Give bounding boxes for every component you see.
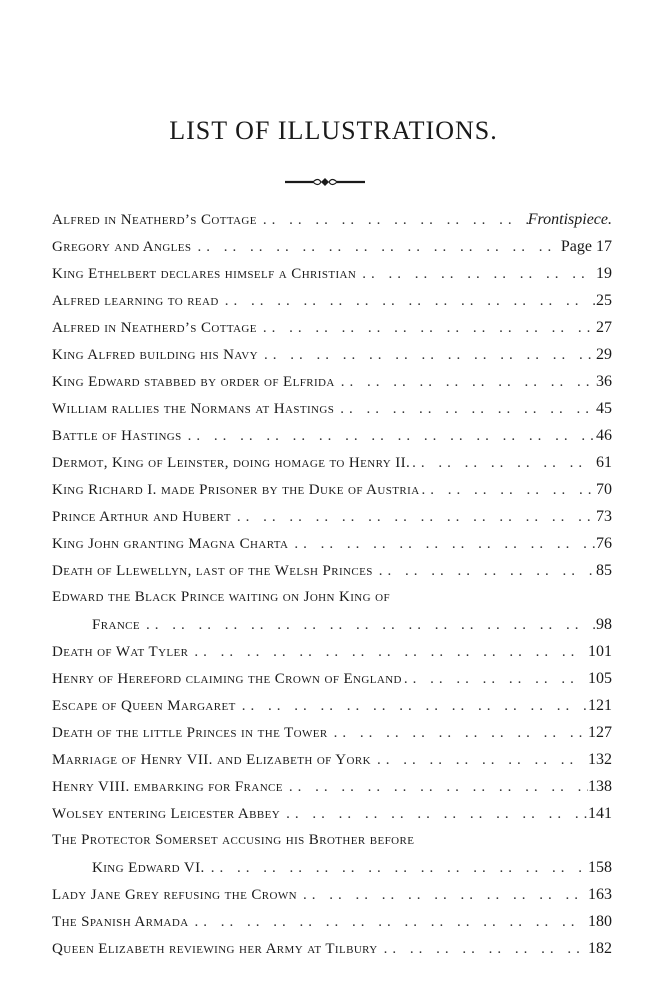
leader-dots	[257, 320, 596, 337]
entry-title: The Spanish Armada	[52, 914, 189, 930]
entry-title: Dermot, King of Leinster, doing homage to Henry II.	[52, 455, 411, 471]
entry-page: 29	[596, 346, 612, 363]
leader-dots	[188, 644, 588, 661]
entry-page: 25	[596, 292, 612, 309]
entry-title: Alfred in Neatherd’s Cottage	[52, 320, 257, 336]
leader-dots	[205, 860, 588, 877]
entry-title: Death of Wat Tyler	[52, 644, 189, 660]
entry-page: 61	[596, 454, 612, 471]
leader-dots	[334, 401, 596, 418]
entry-title: King John granting Magna Charta	[52, 536, 289, 552]
entry-page: 182	[588, 940, 612, 957]
entry-title: Battle of Hastings	[52, 428, 182, 444]
entry-page: 73	[596, 508, 612, 525]
entry-title: Queen Elizabeth reviewing her Army at Tilbury	[52, 941, 378, 957]
entry-title: Alfred learning to read	[52, 293, 219, 309]
list-item	[52, 346, 612, 372]
entry-page: 45	[596, 400, 612, 417]
list-item	[52, 292, 612, 318]
leader-dots	[182, 428, 596, 445]
entry-page: 158	[588, 859, 612, 876]
entry-page: 76	[596, 535, 612, 552]
entry-page: 98	[596, 616, 612, 633]
entry-page: Page 17	[560, 238, 612, 255]
entry-page: 85	[596, 562, 612, 579]
list-item	[52, 589, 612, 615]
entry-page: 132	[588, 751, 612, 768]
list-item	[52, 913, 612, 939]
list-item	[52, 832, 612, 858]
entry-page: 121	[588, 697, 612, 714]
entry-title: Gregory and Angles	[52, 239, 192, 255]
list-item-continuation	[92, 616, 612, 642]
leader-dots	[371, 752, 588, 769]
entry-page: 127	[588, 724, 612, 741]
entry-title: Wolsey entering Leicester Abbey	[52, 806, 281, 822]
entry-page: 27	[596, 319, 612, 336]
entry-page: 163	[588, 886, 612, 903]
list-item	[52, 562, 612, 588]
entry-page: Frontispiece.	[527, 211, 612, 228]
leader-dots	[236, 698, 588, 715]
leader-dots	[373, 563, 596, 580]
entry-title: Death of Llewellyn, last of the Welsh Princes	[52, 563, 373, 579]
leader-dots	[288, 536, 596, 553]
entry-page: 19	[596, 265, 612, 282]
entry-page: 105	[588, 670, 612, 687]
page-title: LIST OF ILLUSTRATIONS.	[169, 116, 498, 145]
entry-page: 141	[588, 805, 612, 822]
list-item	[52, 751, 612, 777]
list-item	[52, 481, 612, 507]
leader-dots	[402, 671, 588, 688]
leader-dots	[189, 914, 588, 931]
entry-page: 46	[596, 427, 612, 444]
entry-title: France	[92, 617, 141, 633]
list-item	[52, 643, 612, 669]
leader-dots	[283, 779, 588, 796]
entry-title: The Protector Somerset accusing his Brother before	[52, 832, 415, 848]
list-item	[52, 238, 612, 264]
entry-title: Escape of Queen Margaret	[52, 698, 236, 714]
leader-dots	[219, 293, 596, 310]
leader-dots	[258, 347, 596, 364]
list-item	[52, 535, 612, 561]
entry-page: 70	[596, 481, 612, 498]
list-item	[52, 211, 612, 237]
leader-dots	[280, 806, 588, 823]
leader-dots	[257, 212, 528, 229]
entry-title: King Edward stabbed by order of Elfrida	[52, 374, 335, 390]
entry-title: King Edward VI.	[92, 860, 205, 876]
entry-title: Henry of Hereford claiming the Crown of England	[52, 671, 402, 687]
leader-dots	[191, 239, 560, 256]
leader-dots	[335, 374, 596, 391]
leader-dots	[297, 887, 588, 904]
leader-dots	[231, 509, 596, 526]
list-item	[52, 400, 612, 426]
ornament-icon	[285, 172, 365, 192]
list-item	[52, 886, 612, 912]
list-item	[52, 427, 612, 453]
entry-title: Prince Arthur and Hubert	[52, 509, 231, 525]
entry-title: Edward the Black Prince waiting on John King of	[52, 589, 391, 605]
list-item	[52, 805, 612, 831]
leader-dots	[420, 482, 596, 499]
entry-page: 101	[588, 643, 612, 660]
entry-title: Henry VIII. embarking for France	[52, 779, 283, 795]
entry-title: King Alfred building his Navy	[52, 347, 258, 363]
entry-page: 36	[596, 373, 612, 390]
entry-title: William rallies the Normans at Hastings	[52, 401, 335, 417]
leader-dots	[328, 725, 588, 742]
leader-dots	[410, 455, 596, 472]
leader-dots	[356, 266, 596, 283]
leader-dots	[140, 617, 596, 634]
list-item-continuation	[92, 859, 612, 885]
entry-title: Marriage of Henry VII. and Elizabeth of York	[52, 752, 371, 768]
entry-page: 180	[588, 913, 612, 930]
list-item	[52, 508, 612, 534]
entry-title: King Richard I. made Prisoner by the Duke of Austria	[52, 482, 420, 498]
list-item	[52, 265, 612, 291]
list-item	[52, 697, 612, 723]
entry-title: Lady Jane Grey refusing the Crown	[52, 887, 298, 903]
entry-title: King Ethelbert declares himself a Christian	[52, 266, 357, 282]
entry-title: Death of the little Princes in the Tower	[52, 725, 328, 741]
list-item	[52, 373, 612, 399]
list-item	[52, 319, 612, 345]
list-item	[52, 454, 612, 480]
entry-page: 138	[588, 778, 612, 795]
list-item	[52, 940, 612, 966]
list-item	[52, 670, 612, 696]
list-item	[52, 778, 612, 804]
list-item	[52, 724, 612, 750]
entry-title: Alfred in Neatherd’s Cottage	[52, 212, 257, 228]
leader-dots	[378, 941, 588, 958]
